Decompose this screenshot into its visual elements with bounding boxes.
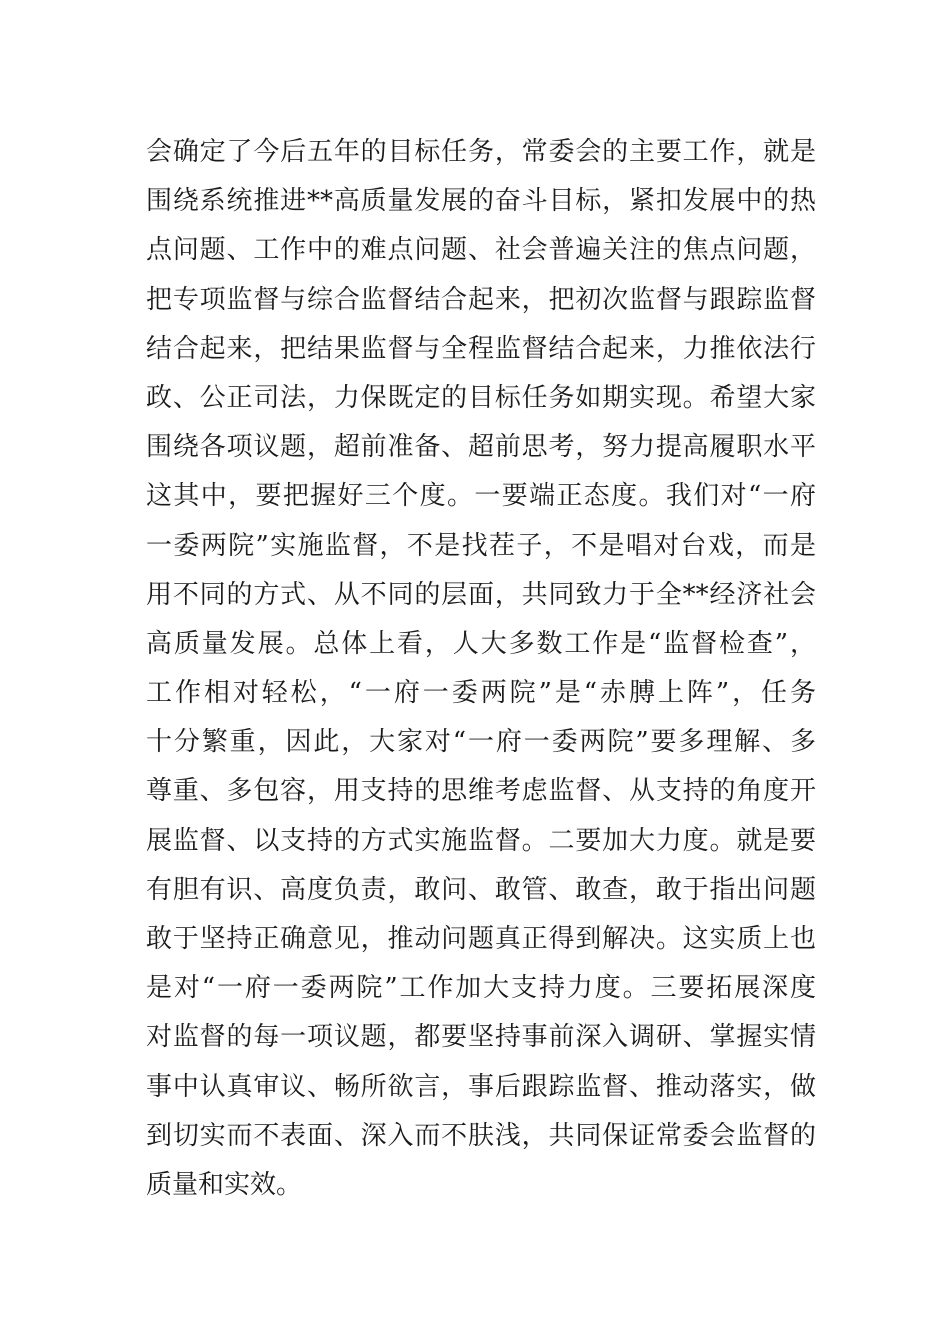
text-line: 有胆有识、高度负责，敢问、敢管、敢查，敢于指出问题 bbox=[146, 874, 816, 905]
text-line: 事中认真审议、畅所欲言，事后跟踪监督、推动落实，做 bbox=[146, 1071, 816, 1102]
text-line: 结合起来，把结果监督与全程监督结合起来，力推依法行 bbox=[146, 333, 816, 364]
text-line: 一委两院”实施监督，不是找茬子，不是唱对台戏，而是 bbox=[146, 530, 816, 561]
text-line: 敢于坚持正确意见，推动问题真正得到解决。这实质上也 bbox=[146, 924, 816, 954]
text-line: 展监督、以支持的方式实施监督。二要加大力度。就是要 bbox=[146, 825, 816, 856]
text-line: 质量和实效。 bbox=[146, 1169, 303, 1200]
text-line: 用不同的方式、从不同的层面，共同致力于全**经济社会 bbox=[146, 579, 816, 610]
text-line: 政、公正司法，力保既定的目标任务如期实现。希望大家 bbox=[146, 382, 816, 413]
text-line: 对监督的每一项议题，都要坚持事前深入调研、掌握实情 bbox=[146, 1022, 816, 1053]
text-line: 是对“一府一委两院”工作加大支持力度。三要拓展深度 bbox=[146, 973, 816, 1004]
text-line: 到切实而不表面、深入而不肤浅，共同保证常委会监督的 bbox=[146, 1120, 816, 1151]
text-line: 高质量发展。总体上看，人大多数工作是“监督检查”， bbox=[146, 628, 816, 659]
text-line: 工作相对轻松，“一府一委两院”是“赤膊上阵”，任务 bbox=[146, 678, 816, 709]
text-line: 会确定了今后五年的目标任务，常委会的主要工作，就是 bbox=[146, 137, 816, 167]
text-line: 十分繁重，因此，大家对“一府一委两院”要多理解、多 bbox=[146, 727, 816, 758]
text-line: 点问题、工作中的难点问题、社会普遍关注的焦点问题， bbox=[146, 235, 816, 266]
text-line: 尊重、多包容，用支持的思维考虑监督、从支持的角度开 bbox=[146, 776, 816, 807]
text-line: 这其中，要把握好三个度。一要端正态度。我们对“一府 bbox=[146, 481, 816, 512]
text-line: 围绕系统推进**高质量发展的奋斗目标，紧扣发展中的热 bbox=[146, 186, 816, 217]
body-paragraph bbox=[146, 128, 816, 1210]
text-line: 把专项监督与综合监督结合起来，把初次监督与跟踪监督 bbox=[146, 284, 816, 315]
text-line: 围绕各项议题，超前准备、超前思考，努力提高履职水平 bbox=[146, 432, 816, 463]
